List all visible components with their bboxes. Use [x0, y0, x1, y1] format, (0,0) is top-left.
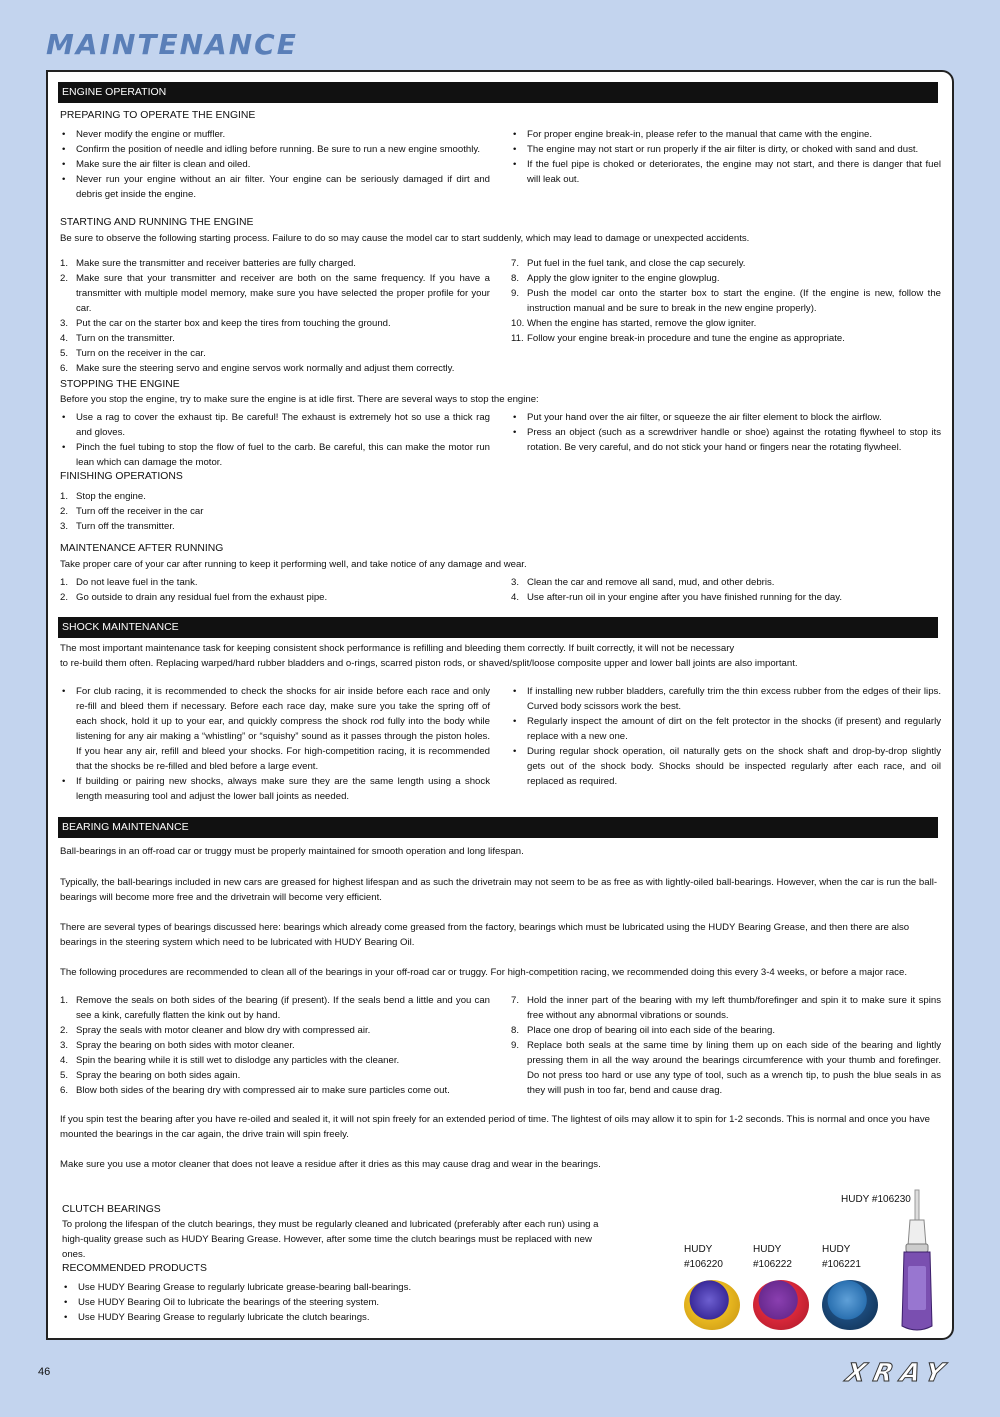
shock-list-right	[511, 684, 941, 789]
finishing-steps	[60, 489, 490, 534]
list-item: 9. Push the model car onto the starter box to start the engine. (If the engine is new, follow the instruction manual and be sure to break in the new engine properly).	[511, 288, 941, 314]
preparing-list-left	[60, 127, 490, 202]
list-item: • Never run your engine without an air filter. Your engine can be seriously damaged if dirt and debris get inside the engine.	[60, 172, 490, 202]
page-title: MAINTENANCE	[46, 28, 298, 61]
list-item: • If the fuel pipe is choked or deteriorates, the engine may not start, and there is danger that fuel will leak out.	[511, 157, 941, 187]
shock-maintenance-bar: SHOCK MAINTENANCE	[58, 617, 938, 638]
product-label-3: HUDY #106221	[822, 1244, 861, 1270]
bearing-oil-bottle	[896, 1186, 938, 1336]
starting-steps-left	[60, 256, 490, 376]
bearing-grease-jar-blue	[822, 1280, 878, 1330]
bearing-grease-jar-red	[753, 1280, 809, 1330]
list-item: 3. Turn off the transmitter.	[60, 521, 175, 532]
recommended-products-heading: RECOMMENDED PRODUCTS	[62, 1263, 207, 1274]
product-label-1: HUDY #106220	[684, 1244, 723, 1270]
list-item: 1. Remove the seals on both sides of the bearing (if present). If the seals bend a little and you can see a kink, carefully flatten the kink out by hand.	[60, 995, 490, 1021]
list-item: • Use HUDY Bearing Oil to lubricate the bearings of the steering system.	[62, 1295, 602, 1310]
content-panel	[46, 70, 954, 1340]
list-item: • Press an object (such as a screwdriver handle or shoe) against the rotating flywheel to stop its rotation. Be very careful, and do not stick your hand or fingers near the rotating flywheel.	[511, 425, 941, 455]
list-item: 1. Do not leave fuel in the tank.	[60, 577, 198, 588]
bearing-paragraph-1: Ball-bearings in an off-road car or truggy must be properly maintained for smooth operation and long lifespan.	[60, 846, 524, 857]
list-item: 1. Make sure the transmitter and receiver batteries are fully charged.	[60, 258, 356, 269]
stopping-heading: STOPPING THE ENGINE	[60, 379, 180, 390]
after-running-heading: MAINTENANCE AFTER RUNNING	[60, 543, 224, 554]
list-item: 2. Spray the seals with motor cleaner and blow dry with compressed air.	[60, 1025, 371, 1036]
list-item: 5. Turn on the receiver in the car.	[60, 348, 206, 359]
list-item: 9. Replace both seals at the same time by lining them up on each side of the bearing and lightly pressing them in all the way around the bearings circumference with your thumb and forefinger. Do not press too hard or use any type of tool, such as a wrench tip, to push the blue seals in as they will push in too far, bend and cause drag.	[511, 1040, 941, 1096]
stopping-intro: Before you stop the engine, try to make sure the engine is at idle first. There are several ways to stop the engine:	[60, 394, 539, 405]
product-label-2: HUDY #106222	[753, 1244, 792, 1270]
list-item: 4. Spin the bearing while it is still wet to dislodge any particles with the cleaner.	[60, 1055, 400, 1066]
bearing-grease-jar-yellow	[684, 1280, 740, 1330]
bearing-paragraph-5: If you spin test the bearing after you have re-oiled and sealed it, it will not spin freely for an extended period of time. The lightest of oils may allow it to spin for 1-2 seconds. This is normal and once you have mounted the bearings in the car again, the drive train will spin freely.	[60, 1114, 930, 1140]
list-item: • During regular shock operation, oil naturally gets on the shock shaft and drop-by-drop slightly gets out of the shock body. Shocks should be inspected regularly after each race, and oil replaced as required.	[511, 744, 941, 789]
list-item: 8. Place one drop of bearing oil into each side of the bearing.	[511, 1025, 776, 1036]
xray-logo: XRAY	[843, 1358, 955, 1387]
list-item: • Put your hand over the air filter, or squeeze the air filter element to block the airflow.	[511, 410, 941, 425]
list-item: 7. Put fuel in the fuel tank, and close the cap securely.	[511, 258, 746, 269]
shock-list-left	[60, 684, 490, 804]
list-item: 5. Spray the bearing on both sides again.	[60, 1070, 241, 1081]
list-item: • The engine may not start or run properly if the air filter is dirty, or choked with sand and dust.	[511, 142, 941, 157]
list-item: 3. Clean the car and remove all sand, mud, and other debris.	[511, 577, 775, 588]
list-item: • For club racing, it is recommended to check the shocks for air inside before each race and only re-fill and bleed them if necessary. Before each race day, make sure you take the spring off of each shock, hold it up to your ear, and quickly compress the shock rod fully into the body while listening for any air making a “whistling” or “squishy” sound as it passes through the piston holes. If you hear any air, refill and bleed your shocks. For high-competition racing, it is recommended that the shocks be re-filled and bled before a large event.	[60, 684, 490, 774]
list-item: 6. Blow both sides of the bearing dry with compressed air to make sure particles come out.	[60, 1085, 450, 1096]
recommended-products-list	[62, 1280, 602, 1325]
bearing-maintenance-bar: BEARING MAINTENANCE	[58, 817, 938, 838]
list-item: 2. Turn off the receiver in the car	[60, 506, 204, 517]
list-item: • Never modify the engine or muffler.	[60, 127, 490, 142]
clutch-bearings-heading: CLUTCH BEARINGS	[62, 1204, 161, 1215]
list-item: • Regularly inspect the amount of dirt on the felt protector in the shocks (if present) and regularly replace with a new one.	[511, 714, 941, 744]
bearing-oil-label: HUDY #106230	[841, 1194, 911, 1205]
starting-intro: Be sure to observe the following starting process. Failure to do so may cause the model car to start suddenly, which may lead to damage or unexpected accidents.	[60, 233, 750, 244]
list-item: 3. Put the car on the starter box and keep the tires from touching the ground.	[60, 318, 391, 329]
list-item: 8. Apply the glow igniter to the engine glowplug.	[511, 273, 720, 284]
page-number: 46	[38, 1366, 51, 1378]
bearing-paragraph-6: Make sure you use a motor cleaner that does not leave a residue after it dries as this may cause drag and wear in the bearings.	[60, 1159, 601, 1170]
shock-intro-1: The most important maintenance task for keeping consistent shock performance is refilling and bleeding them correctly. If built correctly, it will not be necessary	[60, 643, 735, 654]
finishing-heading: FINISHING OPERATIONS	[60, 471, 183, 482]
bearing-paragraph-4: The following procedures are recommended to clean all of the bearings in your off-road car or truggy. For high-competition racing, we recommended doing this every 3-4 weeks, or before a major race.	[60, 967, 907, 978]
clutch-bearings-text: To prolong the lifespan of the clutch bearings, they must be regularly cleaned and lubricated (preferably after each run) using a high-quality grease such as HUDY Bearing Grease. However, after some time the clutch bearings must be replaced with new ones.	[62, 1219, 599, 1260]
list-item: 2. Make sure that your transmitter and receiver are both on the same frequency. If you have a transmitter with multiple model memory, make sure you have selected the proper profile for your car.	[60, 273, 490, 314]
list-item: 10. When the engine has started, remove the glow igniter.	[511, 318, 757, 329]
list-item: 4. Turn on the transmitter.	[60, 333, 175, 344]
stopping-list-left	[60, 410, 490, 470]
list-item: 3. Spray the bearing on both sides with motor cleaner.	[60, 1040, 295, 1051]
list-item: 2. Go outside to drain any residual fuel from the exhaust pipe.	[60, 592, 328, 603]
list-item: 1. Stop the engine.	[60, 491, 146, 502]
list-item: • For proper engine break-in, please refer to the manual that came with the engine.	[511, 127, 941, 142]
engine-operation-bar: ENGINE OPERATION	[58, 82, 938, 103]
list-item: 7. Hold the inner part of the bearing with my left thumb/forefinger and spin it to make sure it spins free without any abnormal vibrations or sounds.	[511, 995, 941, 1021]
list-item: • If installing new rubber bladders, carefully trim the thin excess rubber from the edges of their lips. Curved body scissors work the best.	[511, 684, 941, 714]
bearing-paragraph-3: There are several types of bearings discussed here: bearings which already come greased from the factory, bearings which must be lubricated using the HUDY Bearing Grease, and then there are also bearings in the steering system which need to be lubricated with HUDY Bearing Oil.	[60, 922, 910, 948]
list-item: • Use HUDY Bearing Grease to regularly lubricate grease-bearing ball-bearings.	[62, 1280, 602, 1295]
list-item: 4. Use after-run oil in your engine after you have finished running for the day.	[511, 592, 843, 603]
list-item: • Make sure the air filter is clean and oiled.	[60, 157, 490, 172]
list-item: • Use HUDY Bearing Grease to regularly lubricate the clutch bearings.	[62, 1310, 602, 1325]
list-item: • Use a rag to cover the exhaust tip. Be careful! The exhaust is extremely hot so use a thick rag and gloves.	[60, 410, 490, 440]
starting-steps-right	[511, 256, 941, 346]
bearing-paragraph-2: Typically, the ball-bearings included in new cars are greased for highest lifespan and as such the drivetrain may not seem to be as free as with lightly-oiled ball-bearings. However, when the car is run the ball-bearings will become more free and the drivetrain will become very efficient.	[60, 877, 938, 903]
starting-heading: STARTING AND RUNNING THE ENGINE	[60, 217, 254, 228]
list-item: • Pinch the fuel tubing to stop the flow of fuel to the carb. Be careful, this can make the motor run lean which can damage the motor.	[60, 440, 490, 470]
after-running-intro: Take proper care of your car after running to keep it performing well, and take notice of any damage and wear.	[60, 559, 527, 570]
list-item: • Confirm the position of needle and idling before running. Be sure to run a new engine smoothly.	[60, 142, 490, 157]
list-item: 6. Make sure the steering servo and engine servos work normally and adjust them correctly.	[60, 363, 455, 374]
preparing-list-right	[511, 127, 941, 187]
stopping-list-right	[511, 410, 941, 455]
bearing-steps-right	[511, 993, 941, 1098]
preparing-heading: PREPARING TO OPERATE THE ENGINE	[60, 110, 256, 121]
after-running-left	[60, 575, 490, 605]
list-item: • If building or pairing new shocks, always make sure they are the same length using a shock length measuring tool and adjust the lower ball joints as needed.	[60, 774, 490, 804]
after-running-right	[511, 575, 941, 605]
shock-intro-2: to re-build them often. Replacing warped/hard rubber bladders and o-rings, scarred piston rods, or shaved/split/loose composite upper and lower ball joints are also important.	[60, 658, 798, 669]
bearing-steps-left	[60, 993, 490, 1098]
list-item: 11. Follow your engine break-in procedure and tune the engine as appropriate.	[511, 333, 845, 344]
